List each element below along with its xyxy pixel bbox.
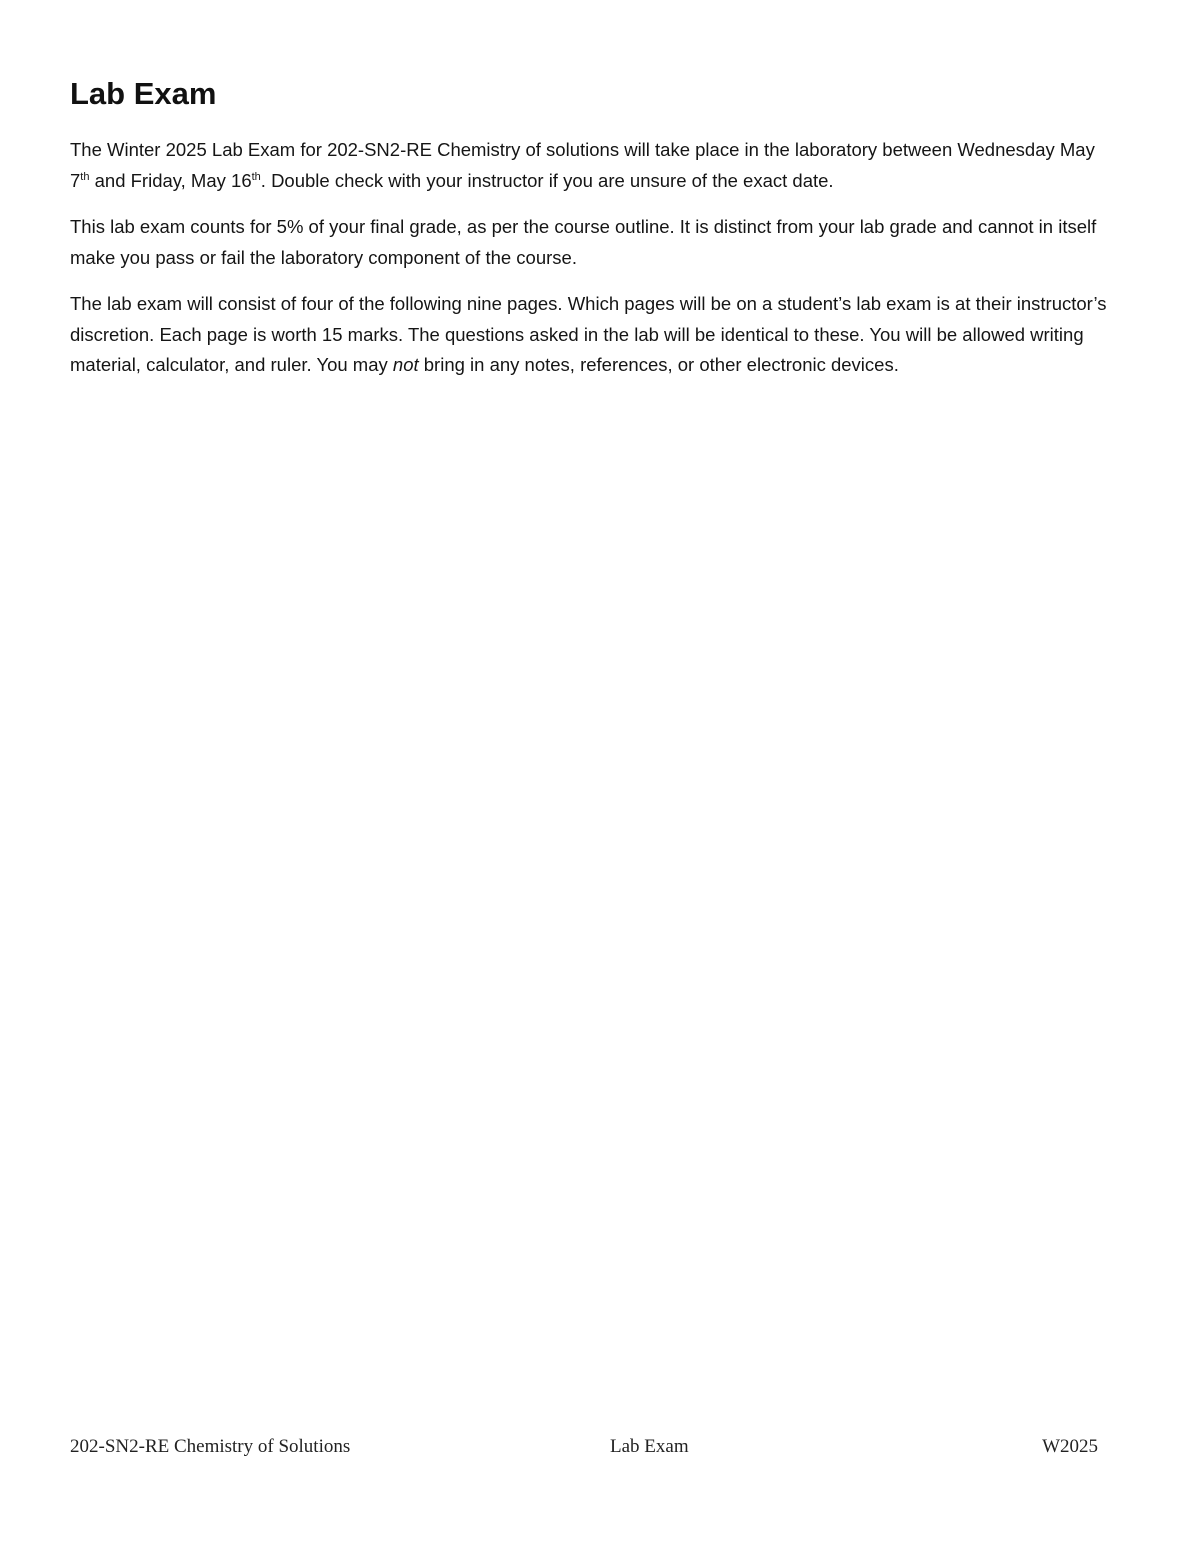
emphasized-word: not	[392, 354, 419, 375]
paragraph-text: bring in any notes, references, or other electronic devices.	[418, 354, 899, 375]
footer-doc-title: Lab Exam	[610, 1436, 689, 1457]
page-footer	[70, 1432, 1098, 1462]
paragraph-text: The lab exam will consist of four of the following nine pages. Which pages will be on a student’s lab exam is at their instructor’s discretion. Each page is worth 15 marks. The questions asked in the lab will be identical to these. You will be allowed writing material, calculator, and ruler. You may	[70, 293, 1107, 375]
grade-weight-paragraph: This lab exam counts for 5% of your final grade, as per the course outline. It is distinct from your lab grade and cannot in itself make you pass or fail the laboratory component of the course.	[70, 216, 1097, 268]
paragraph-text: . Double check with your instructor if you are unsure of the exact date.	[260, 169, 834, 191]
page-title: Lab Exam	[70, 76, 217, 111]
ordinal-suffix: th	[80, 170, 90, 183]
paragraph-text: The Winter 2025 Lab Exam for 202-SN2-RE Chemistry of solutions will take place in the laboratory between Wednesday May 7	[70, 139, 1095, 191]
ordinal-suffix: th	[251, 170, 261, 183]
paragraph-text: and Friday, May 16	[89, 169, 252, 191]
exam-dates-paragraph	[70, 135, 1110, 196]
footer-course: 202-SN2-RE Chemistry of Solutions	[70, 1436, 351, 1457]
footer-term: W2025	[1042, 1436, 1098, 1457]
exam-format-paragraph	[70, 289, 1110, 381]
